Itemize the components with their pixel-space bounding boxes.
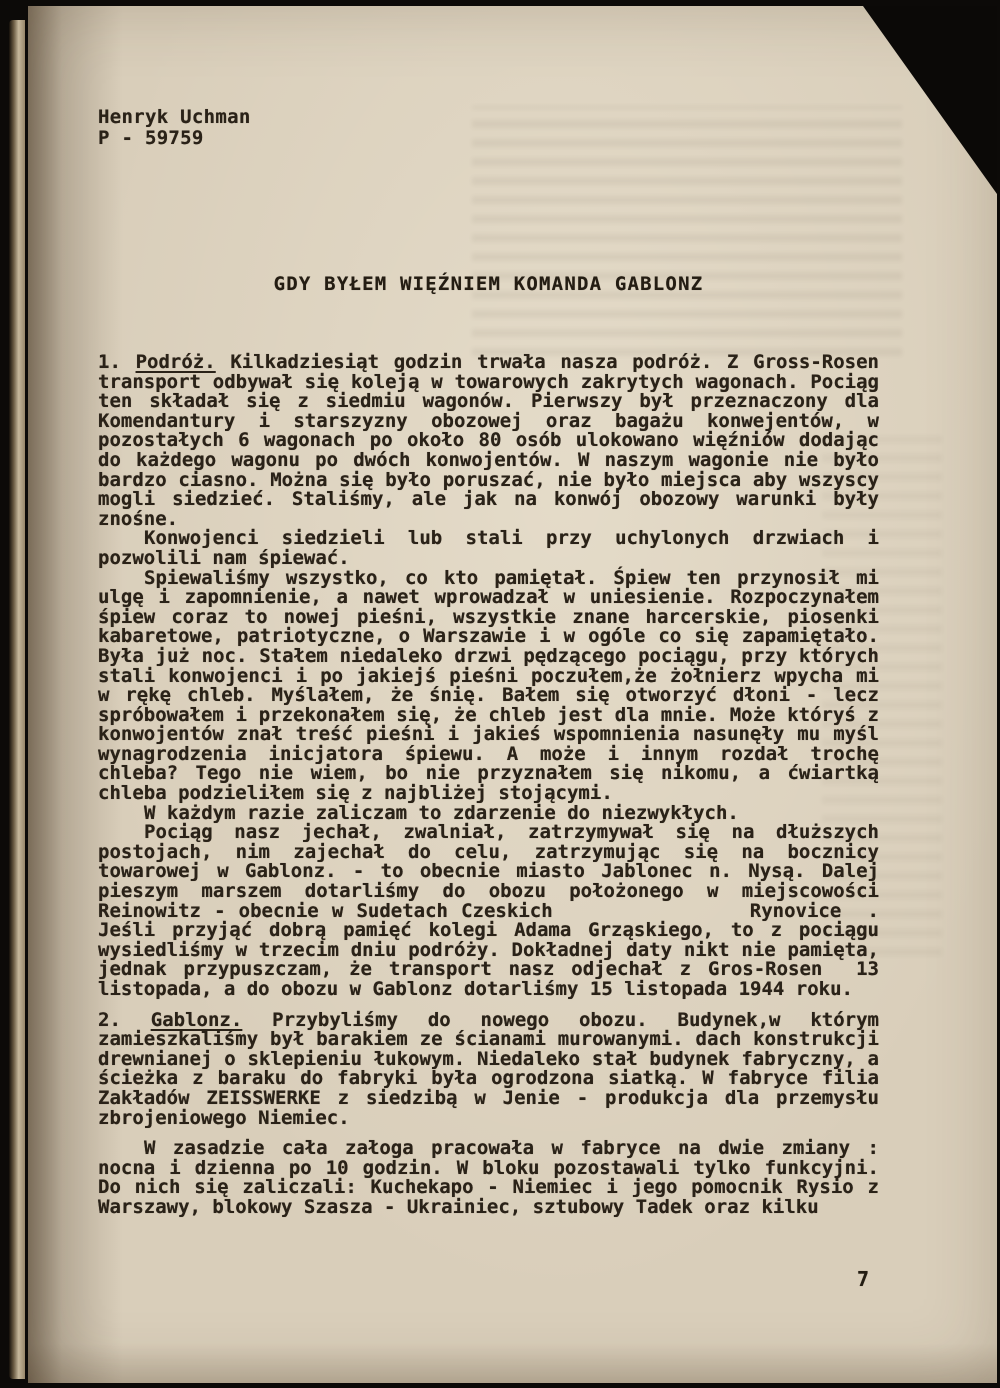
paragraph-5 [98,823,879,999]
paragraph-text: W zasadzie cała załoga pracowała w fabryce na dwie zmiany : nocna i dzienna po 10 godzin. W bloku pozostawali tylko funkcyjni. Do nich się zaliczali: Kuchekapo - Niemiec i jego pomocnik Rysio z Warszawy, blokowy Szasza - Ukrainiec, sztubowy Tadek oraz kilku [98,1137,879,1218]
document-page [28,6,997,1383]
book-page-edges [9,20,25,1379]
paragraph-2 [98,529,879,568]
prisoner-number: P - 59759 [98,127,204,149]
section-number: 1. [98,351,136,373]
paragraph-text: W każdym razie zaliczam to zdarzenie do niezwykłych. [144,801,739,824]
paragraph-6-gablonz [98,1008,879,1129]
page-content [98,6,879,1218]
document-title: GDY BYŁEM WIĘŹNIEM KOMANDA GABLONZ [273,273,704,295]
page-number: 7 [856,1267,869,1291]
paragraph-7 [98,1139,879,1217]
author-name: Henryk Uchman [98,106,251,128]
paragraph-text: Przybyliśmy do nowego obozu. Budynek,w którym zamieszkaliśmy był barakiem ze ścianami murowanymi. dach konstrukcji drewnianej o sklepieniu łukowym. Niedaleko stał budynek fabryczny, a ścieżka z baraku do fabryki była ogrodzona siatką. W fabryce filia Zakładów ZEISSWERKE z siedzibą w Jenie - produkcja dla przemysłu zbrojeniowego Niemiec. [98,1008,879,1129]
section-heading-podroz: Podróż. [135,351,216,373]
document-body [98,353,879,1218]
paragraph-text: Kilkadziesiąt godzin trwała nasza podróż. Z Gross-Rosen transport odbywał się koleją w towarowych zakrytych wagonach. Pociąg ten składał się z siedmiu wagonów. Pierwszy był przeznaczony dla Komendantury i starszyzny obozowej oraz bagażu konwejentów, w pozostałych 6 wagonach po około 80 osób ulokowano więźniów dodając do każdego wagonu po dwóch konwojentów. W naszym wagonie nie było bardzo ciasno. Można się było poruszać, nie było miejsca aby wszyscy mogli siedzieć. Staliśmy, ale jak na konwój obozowy warunki były znośne. [98,351,879,530]
paragraph-3 [98,566,879,805]
document-header [98,107,879,149]
section-heading-gablonz: Gablonz. [150,1008,243,1031]
paragraph-1-podroz [98,353,879,529]
paragraph-text: Pociąg nasz jechał, zwalniał, zatrzymywał się na dłuższych postojach, nim zajechał do celu, zatrzymując się na bocznicy towarowej w Gablonz. - to obecnie miasto Jablonec n. Nysą. Dalej pieszym marszem dotarliśmy do obozu położonego w miejscowości Reinowitz - obecnie w Sudetach Czeskich Rynovice . Jeśli przyjąć dobrą pamięć kolegi Adama Grząskiego, to z pociągu wysiedliśmy w trzecim dniu podróży. Dokładnej daty nikt nie pamięta, jednak przypuszczam, że transport nasz odjechał z Gros-Rosen 13 listopada, a do obozu w Gablonz dotarliśmy 15 listopada 1944 roku. [98,821,879,1000]
paragraph-text: Spiewaliśmy wszystko, co kto pamiętał. Śpiew ten przynosił mi ulgę i zapomnienie, a nawet wprowadzał w uniesienie. Rozpoczynałem śpiew coraz to nowej pieśni, wszystkie znane harcerskie, piosenki kabaretowe, patriotyczne, o Warszawie i w ogóle co się zapamiętało. Była już noc. Stałem niedaleko drzwi pędzącego pociągu, przy których stali konwojenci i po jakiejś pieśni poczułem,że żołnierz wpycha mi w rękę chleb. Myślałem, że śnię. Bałem się otworzyć dłoni - lecz spróbowałem i przekonałem się, że chleb jest dla mnie. Może któryś z konwojentów znał treść pieśni i jakieś wspomnienia nasunęły mu myśl wynagrodzenia inicjatora śpiewu. A może i innym rozdał trochę chleba? Tego nie wiem, bo nie przyznałem się nikomu, a ćwiartką chleba podzieliłem się z najbliżej stojącymi. [98,566,879,805]
section-number: 2. [98,1008,151,1031]
paragraph-text: Konwojenci siedzieli lub stali przy uchylonych drzwiach i pozwolili nam śpiewać. [98,527,879,569]
